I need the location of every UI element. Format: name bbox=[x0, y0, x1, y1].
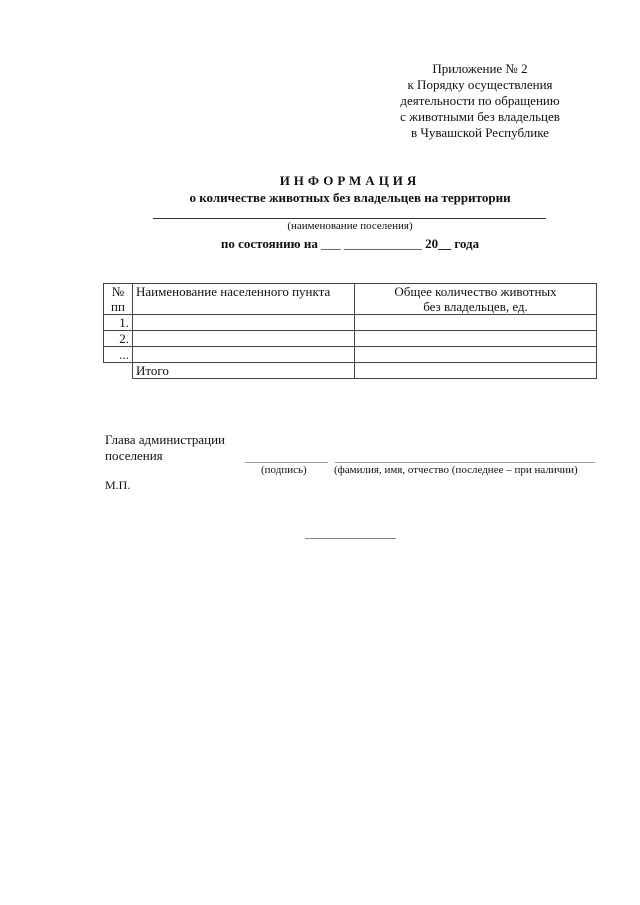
settlement-name-caption: (наименование поселения) bbox=[287, 220, 413, 232]
appendix-line: Приложение № 2 bbox=[432, 61, 528, 76]
settlement-name-line bbox=[153, 218, 546, 219]
appendix-line: деятельности по обращению bbox=[400, 93, 560, 108]
stamp-place: М.П. bbox=[105, 478, 131, 492]
as-of-date-line bbox=[0, 236, 640, 252]
full-name-caption: (фамилия, имя, отчество (последнее – при наличии) bbox=[334, 464, 578, 476]
table-total-row bbox=[104, 363, 597, 379]
appendix-block bbox=[380, 61, 580, 141]
appendix-line: с животными без владельцев bbox=[400, 109, 560, 124]
row-name bbox=[133, 347, 355, 363]
total-qty bbox=[355, 363, 597, 379]
head-of-administration: Глава администрации поселения bbox=[105, 432, 226, 463]
row-name bbox=[133, 331, 355, 347]
animals-table bbox=[103, 283, 597, 379]
appendix-line: в Чувашской Республике bbox=[411, 125, 549, 140]
header-num: № пп bbox=[104, 284, 133, 315]
document-title: ИНФОРМАЦИЯ bbox=[279, 173, 421, 188]
row-qty bbox=[355, 315, 597, 331]
signature-caption: (подпись) bbox=[261, 464, 307, 476]
table-row bbox=[104, 347, 597, 363]
as-of-prefix: по состоянию на bbox=[220, 236, 318, 251]
full-name-line bbox=[335, 462, 595, 463]
end-divider bbox=[305, 538, 396, 539]
as-of-suffix: года bbox=[454, 236, 480, 251]
table-row bbox=[104, 331, 597, 347]
header-name: Наименование населенного пункта bbox=[133, 284, 355, 315]
header-qty: Общее количество животных без владельцев, ед. bbox=[355, 284, 597, 315]
row-qty bbox=[355, 331, 597, 347]
row-qty bbox=[355, 347, 597, 363]
row-name bbox=[133, 315, 355, 331]
as-of-year: 20__ bbox=[425, 236, 452, 251]
total-label: Итого bbox=[133, 363, 355, 379]
document-subtitle: о количестве животных без владельцев на территории bbox=[189, 190, 511, 205]
signature-line bbox=[245, 462, 328, 463]
row-num: ... bbox=[104, 347, 133, 363]
row-num: 2. bbox=[104, 331, 133, 347]
total-num bbox=[104, 363, 133, 379]
table-row bbox=[104, 315, 597, 331]
row-num: 1. bbox=[104, 315, 133, 331]
table-header-row bbox=[104, 284, 597, 315]
as-of-date-blank: ___ ____________ bbox=[321, 236, 422, 251]
appendix-line: к Порядку осуществления bbox=[407, 77, 553, 92]
